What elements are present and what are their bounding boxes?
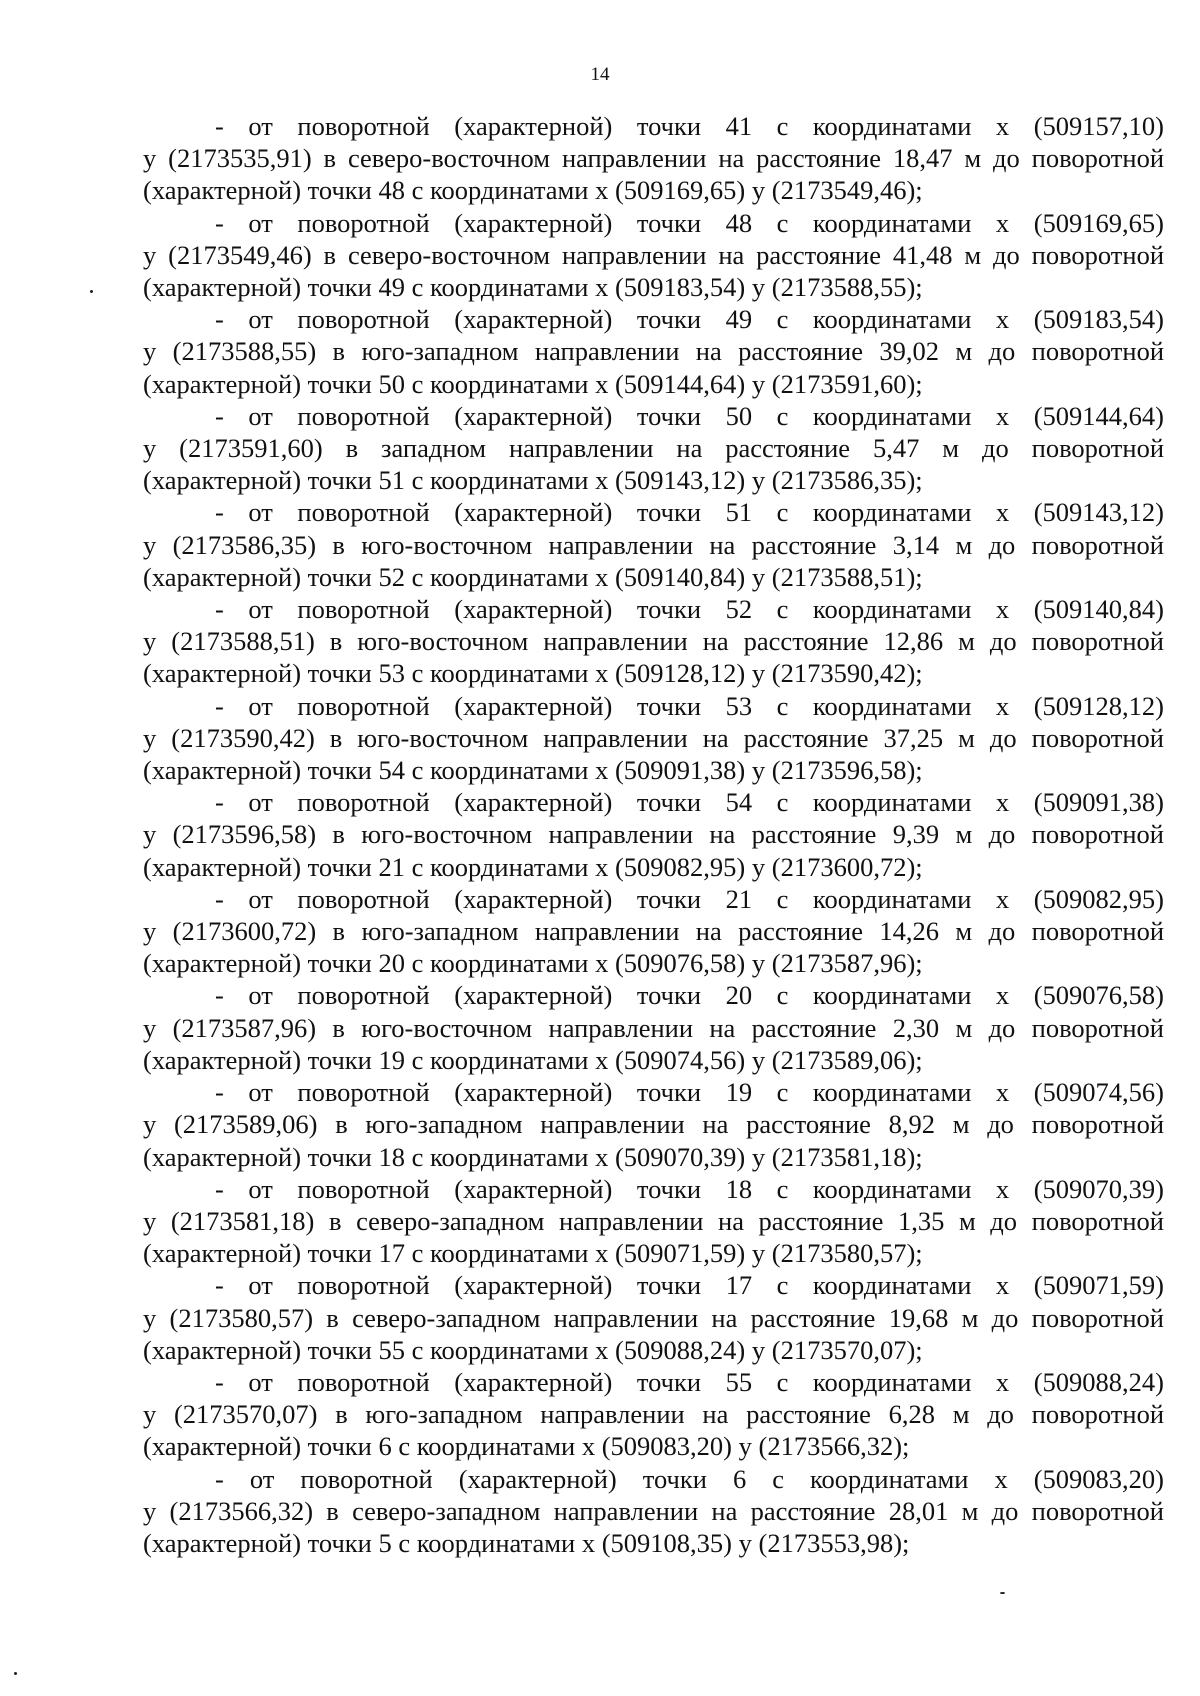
segment-start-line: - от поворотной (характерной) точки 54 с координатами х (509091,38) — [215, 787, 1164, 818]
segment-end-line: (характерной) точки 55 с координатами х (509088,24) у (2173570,07); — [143, 1334, 923, 1365]
segment-end-line: (характерной) точки 20 с координатами х (509076,58) у (2173587,96); — [143, 948, 923, 979]
segment-start-line: - от поворотной (характерной) точки 20 с координатами х (509076,58) — [215, 980, 1164, 1011]
boundary-segment — [143, 400, 1164, 497]
segment-start-line: - от поворотной (характерной) точки 52 с координатами х (509140,84) — [215, 594, 1164, 625]
segment-end-line: (характерной) точки 17 с координатами х (509071,59) у (2173580,57); — [143, 1238, 923, 1269]
segment-start-line: - от поворотной (характерной) точки 49 с координатами х (509183,54) — [215, 304, 1164, 335]
segment-end-line: (характерной) точки 51 с координатами х (509143,12) у (2173586,35); — [143, 465, 923, 496]
segment-end-line: (характерной) точки 5 с координатами х (509108,35) у (2173553,98); — [143, 1527, 910, 1558]
segment-direction-line: у (2173596,58) в юго-восточном направлении на расстояние 9,39 м до поворотной — [143, 819, 1164, 850]
segment-start-line: - от поворотной (характерной) точки 41 с координатами х (509157,10) — [215, 111, 1164, 141]
page-number: 14 — [590, 64, 610, 85]
segment-direction-line: у (2173586,35) в юго-восточном направлении на расстояние 3,14 м до поворотной — [143, 529, 1164, 560]
segment-start-line: - от поворотной (характерной) точки 21 с координатами х (509082,95) — [215, 883, 1164, 914]
boundary-description — [143, 110, 1164, 1559]
boundary-segment — [143, 883, 1164, 980]
segment-end-line: (характерной) точки 18 с координатами х (509070,39) у (2173581,18); — [143, 1141, 923, 1172]
segment-direction-line: у (2173600,72) в юго-западном направлении на расстояние 14,26 м до поворотной — [143, 916, 1164, 947]
segment-end-line: (характерной) точки 48 с координатами х (509169,65) у (2173549,46); — [143, 175, 923, 206]
boundary-segment — [143, 1173, 1164, 1270]
segment-direction-line: у (2173587,96) в юго-восточном направлении на расстояние 2,30 м до поворотной — [143, 1012, 1164, 1043]
segment-start-line: - от поворотной (характерной) точки 18 с координатами х (509070,39) — [215, 1173, 1164, 1204]
boundary-segment — [143, 1463, 1164, 1560]
segment-start-line: - от поворотной (характерной) точки 48 с координатами х (509169,65) — [215, 207, 1164, 238]
segment-end-line: (характерной) точки 54 с координатами х (509091,38) у (2173596,58); — [143, 755, 923, 786]
boundary-segment — [143, 593, 1164, 690]
segment-direction-line: у (2173580,57) в северо-западном направлении на расстояние 19,68 м до поворотной — [143, 1302, 1164, 1333]
segment-direction-line: у (2173588,51) в юго-восточном направлении на расстояние 12,86 м до поворотной — [143, 626, 1164, 657]
boundary-segment — [143, 207, 1164, 304]
segment-direction-line: у (2173566,32) в северо-западном направлении на расстояние 28,01 м до поворотной — [143, 1495, 1164, 1526]
segment-direction-line: у (2173549,46) в северо-восточном направлении на расстояние 41,48 м до поворотной — [143, 239, 1164, 270]
scan-speck — [90, 290, 93, 293]
segment-start-line: - от поворотной (характерной) точки 19 с координатами х (509074,56) — [215, 1077, 1164, 1108]
scan-speck — [14, 1672, 17, 1675]
segment-end-line: (характерной) точки 49 с координатами х (509183,54) у (2173588,55); — [143, 272, 923, 303]
segment-direction-line: у (2173588,55) в юго-западном направлении на расстояние 39,02 м до поворотной — [143, 336, 1164, 367]
boundary-segment — [143, 690, 1164, 787]
segment-direction-line: у (2173590,42) в юго-восточном направлении на расстояние 37,25 м до поворотной — [143, 722, 1164, 753]
segment-direction-line: у (2173589,06) в юго-западном направлении на расстояние 8,92 м до поворотной — [143, 1109, 1164, 1140]
boundary-segment — [143, 1269, 1164, 1366]
segment-start-line: - от поворотной (характерной) точки 53 с координатами х (509128,12) — [215, 690, 1164, 721]
segment-end-line: (характерной) точки 50 с координатами х (509144,64) у (2173591,60); — [143, 368, 923, 399]
boundary-segment — [143, 786, 1164, 883]
segment-start-line: - от поворотной (характерной) точки 51 с координатами х (509143,12) — [215, 497, 1164, 528]
segment-start-line: - от поворотной (характерной) точки 17 с координатами х (509071,59) — [215, 1270, 1164, 1301]
boundary-segment — [143, 496, 1164, 593]
boundary-segment — [143, 1076, 1164, 1173]
segment-direction-line: у (2173570,07) в юго-западном направлении на расстояние 6,28 м до поворотной — [143, 1399, 1164, 1430]
boundary-segment — [143, 979, 1164, 1076]
segment-direction-line: у (2173591,60) в западном направлении на расстояние 5,47 м до поворотной — [143, 433, 1164, 464]
boundary-segment — [143, 303, 1164, 400]
segment-end-line: (характерной) точки 53 с координатами х (509128,12) у (2173590,42); — [143, 658, 923, 689]
segment-end-line: (характерной) точки 21 с координатами х (509082,95) у (2173600,72); — [143, 851, 923, 882]
segment-direction-line: у (2173581,18) в северо-западном направлении на расстояние 1,35 м до поворотной — [143, 1205, 1164, 1236]
scan-speck — [1000, 1592, 1005, 1594]
segment-start-line: - от поворотной (характерной) точки 55 с координатами х (509088,24) — [215, 1366, 1164, 1397]
boundary-segment — [143, 110, 1164, 207]
segment-start-line: - от поворотной (характерной) точки 50 с координатами х (509144,64) — [215, 400, 1164, 431]
segment-end-line: (характерной) точки 6 с координатами х (509083,20) у (2173566,32); — [143, 1431, 910, 1462]
segment-end-line: (характерной) точки 52 с координатами х (509140,84) у (2173588,51); — [143, 561, 923, 592]
segment-start-line: - от поворотной (характерной) точки 6 с координатами х (509083,20) — [215, 1463, 1164, 1494]
segment-direction-line: у (2173535,91) в северо-восточном направлении на расстояние 18,47 м до поворотной — [143, 143, 1164, 174]
boundary-segment — [143, 1366, 1164, 1463]
segment-end-line: (характерной) точки 19 с координатами х (509074,56) у (2173589,06); — [143, 1044, 923, 1075]
